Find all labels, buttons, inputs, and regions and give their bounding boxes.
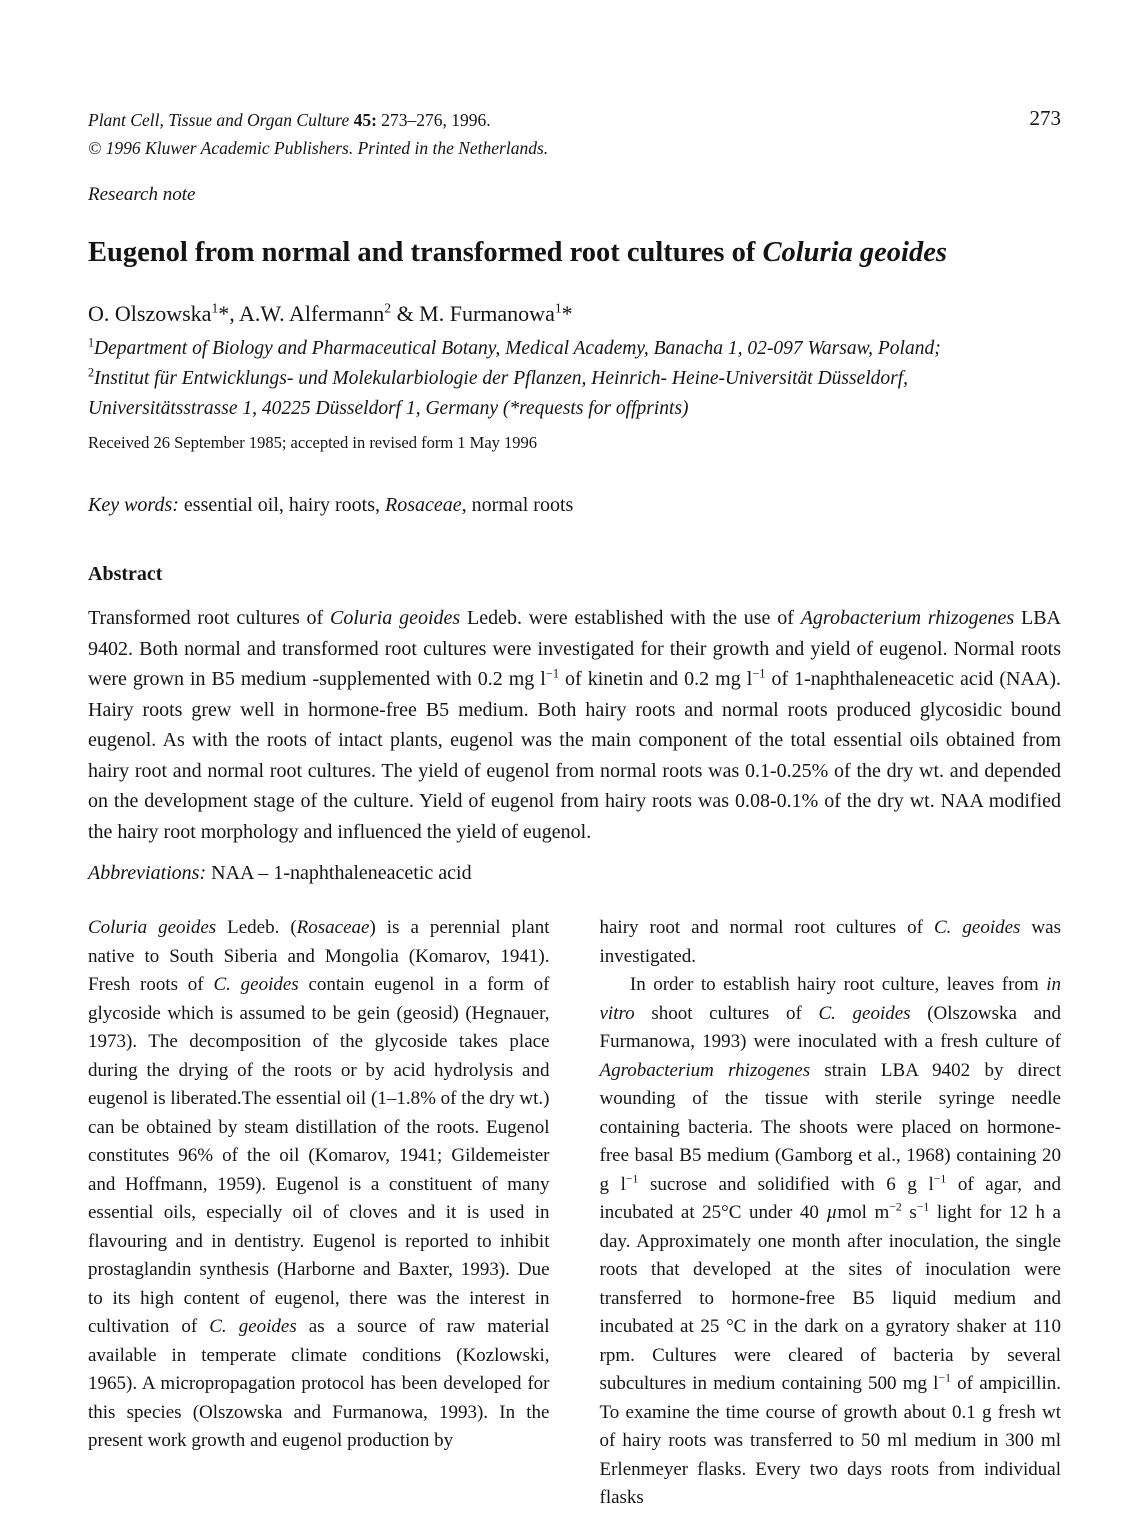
page-number: 273 [1029, 106, 1061, 130]
right-column-paragraph-2: In order to establish hairy root culture, leaves from in vitro shoot cultures of C. geoides (Olszowska and Furmanowa, 1993) were inoculated with a fresh culture of Agrobacterium rhizogenes strain LBA 9402 by direct wounding of the tissue with sterile syringe needle containing bacteria. The shoots were placed on hormone-free basal B5 medium (Gamborg et al., 1968) containing 20 g $l^{-1}$ sucrose and solidified with 6 g $l^{-1}$ of agar, and incubated at 25°C under 40 µmol $m^{-2}$ $s^{-1}$ light for 12 h a day. Approximately one month after inoculation, the single roots that developed at the sites of inoculation were transferred to hormone-free B5 liquid medium and incubated at 25 °C in the dark on a gyratory shaker at 110 rpm. Cultures were cleared of bacteria by several subcultures in medium containing 500 mg $l^{-1}$ of ampicillin. To examine the time course of growth about 0.1 g fresh wt of hairy roots was transferred to 50 ml medium in 300 ml Erlenmeyer flasks. Every two days roots from individual flasks [599, 974, 1061, 1509]
right-column [600, 914, 1062, 1513]
copyright-line: © 1996 Kluwer Academic Publishers. Printed in the Netherlands. [88, 138, 549, 158]
left-column-paragraph: Coluria geoides Ledeb. (Rosaceae) is a perennial plant native to South Siberia and Mongolia (Komarov, 1941). Fresh roots of C. geoides contain eugenol in a form of glycoside which is assumed to be gein (geosid) (Hegnauer, 1973). The decomposition of the glycoside takes place during the drying of the roots or by acid hydrolysis and eugenol is liberated.The essential oil (1–1.8% of the dry wt.) can be obtained by steam distillation of the roots. Eugenol constitutes 96% of the oil (Komarov, 1941; Gildemeister and Hoffmann, 1959). Eugenol is a constituent of many essential oils, especially oil of cloves and it is used in flavouring and in dentistry. Eugenol is reported to inhibit prostaglandin synthesis (Harborne and Baxter, 1993). Due to its high content of eugenol, there was the interest in cultivation of C. geoides as a source of raw material available in temperate climate conditions (Kozlowski, 1965). A micropropagation protocol has been developed for this species (Olszowska and Furmanowa, 1993). In the present work growth and eugenol production by [88, 917, 550, 1452]
page-header [88, 106, 1061, 134]
left-column [88, 914, 550, 1513]
received-line: Received 26 September 1985; accepted in revised form 1 May 1996 [88, 433, 538, 453]
abstract-heading: Abstract [88, 563, 163, 586]
affiliation-line-1: $^1$Department of Biology and Pharmaceutical Botany, Medical Academy, Banacha 1, 02-097 Warsaw, Poland; [88, 335, 941, 360]
keywords-line: Key words: essential oil, hairy roots, Rosaceae, normal roots [88, 494, 574, 517]
right-column-paragraph-1: hairy root and normal root cultures of C. geoides was investigated. [599, 917, 1061, 967]
affiliations-block [88, 334, 1061, 424]
body-columns [88, 914, 1061, 1513]
article-type-label: Research note [88, 184, 196, 205]
abstract-paragraph: Transformed root cultures of Coluria geoides Ledeb. were established with the use of Agrobacterium rhizogenes LBA 9402. Both normal and transformed root cultures were investigated for their growth and yield of eugenol. Normal roots were grown in B5 medium -supplemented with 0.2 mg $l^{-1}$ of kinetin and 0.2 mg $l^{-1}$ of 1-naphthaleneacetic acid (NAA). Hairy roots grew well in hormone-free B5 medium. Both hairy roots and normal roots produced glycosidic bound eugenol. As with the roots of intact plants, eugenol was the main component of the total essential oils obtained from hairy root and normal root cultures. The yield of eugenol from normal roots was 0.1-0.25% of the dry wt. and depended on the development stage of the culture. Yield of eugenol from hairy roots was 0.08-0.1% of the dry wt. NAA modified the hairy root morphology and influenced the yield of eugenol. [88, 607, 1061, 843]
journal-citation: Plant Cell, Tissue and Organ Culture 45: 273–276, 1996. [88, 110, 491, 130]
affiliation-line-2: $^2$Institut für Entwicklungs- und Molekularbiologie der Pflanzen, Heinrich- Heine-Universität Düsseldorf, Universitätsstrasse 1, 40225 Düsseldorf 1, Germany (*requests for offprints) [88, 365, 909, 420]
article-title: Eugenol from normal and transformed root cultures of Coluria geoides [88, 237, 947, 268]
authors-line: O. Olszowska$^1$*, A.W. Alfermann$^2$ & M. Furmanowa$^1$* [88, 300, 573, 327]
abbreviations-line: Abbreviations: NAA – 1-naphthaleneacetic acid [88, 862, 472, 885]
